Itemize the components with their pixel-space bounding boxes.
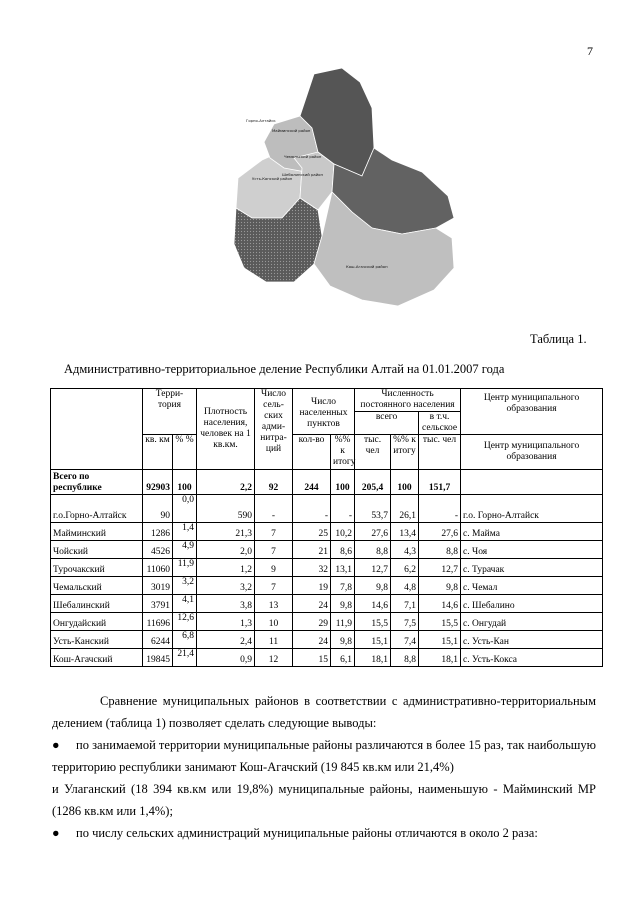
cell-pct: 21,4 [173,649,197,667]
cell-pop-pct: 7,4 [391,631,419,649]
cell-area: 11060 [143,559,173,577]
table-row [51,649,603,667]
cell-center: с. Чоя [461,541,603,559]
paragraph-1: Сравнение муниципальных районов в соответствии с административно-территориальным делением (таблица 1) позволяет сделать следующие выводы: [52,694,596,730]
cell-settl: 21 [293,541,331,559]
cell-set-pct: 13,1 [331,559,355,577]
cell-set-pct: 7,8 [331,577,355,595]
cell-density: 590 [197,495,255,523]
cell-pop: 14,6 [355,595,391,613]
bullet-1-text-b: и Улаганский (18 394 кв.км или 19,8%) муниципальные районы, наименьшую - Майминский МР (1286 кв.км или 1,4%); [52,782,596,818]
cell-pct: 1,4 [173,523,197,541]
cell-density: 0,9 [197,649,255,667]
cell-admin: 11 [255,631,293,649]
page-number: 7 [587,44,593,58]
cell-rural: 12,7 [419,559,461,577]
cell-settl: - [293,495,331,523]
cell-name: Майминский [51,523,143,541]
cell-pct: 0,0 [173,495,197,523]
total-pop-pct: 100 [391,470,419,495]
total-pct: 100 [173,470,197,495]
cell-density: 2,4 [197,631,255,649]
cell-center: с. Усть-Кокса [461,649,603,667]
cell-admin: 13 [255,595,293,613]
cell-pct: 4,9 [173,541,197,559]
cell-rural: 27,6 [419,523,461,541]
cell-name: Чемальский [51,577,143,595]
cell-area: 3791 [143,595,173,613]
header-pct-total-2: %% к итогу [391,435,419,470]
header-thousand-rural: тыс. чел [419,435,461,470]
header-count: кол-во [293,435,331,470]
header-empty [51,389,143,470]
cell-name: Турочакский [51,559,143,577]
cell-admin: 10 [255,613,293,631]
header-sqkm: кв. км [143,435,173,470]
cell-density: 3,8 [197,595,255,613]
cell-pct: 12,6 [173,613,197,631]
bullet-marker-1: ● [52,738,60,752]
header-total-pop: всего [355,412,419,435]
total-set-pct: 100 [331,470,355,495]
cell-settl: 25 [293,523,331,541]
cell-admin: 7 [255,523,293,541]
cell-name: Онгудайский [51,613,143,631]
header-admin: Число сель-ских адми-нитра-ций [255,389,293,470]
map-label-maima: Майминский район [272,128,311,133]
cell-rural: 15,5 [419,613,461,631]
cell-admin: 9 [255,559,293,577]
cell-rural: 18,1 [419,649,461,667]
table-title: Административно-территориальное деление Республики Алтай на 01.01.2007 года [64,362,505,376]
table-row [51,495,603,523]
cell-name: Шебалинский [51,595,143,613]
total-rural: 151,7 [419,470,461,495]
total-name: Всего по республике [51,470,143,495]
cell-set-pct: 10,2 [331,523,355,541]
cell-name: Кош-Агачский [51,649,143,667]
cell-center: с. Турачак [461,559,603,577]
table-row [51,541,603,559]
cell-rural: 8,8 [419,541,461,559]
total-settlements: 244 [293,470,331,495]
cell-pop: 27,6 [355,523,391,541]
cell-area: 3019 [143,577,173,595]
cell-set-pct: - [331,495,355,523]
cell-rural: 15,1 [419,631,461,649]
map-label-kosh-agach: Кош-Агачский район [346,264,388,269]
cell-admin: 7 [255,541,293,559]
cell-admin: 7 [255,577,293,595]
cell-name: Усть-Канский [51,631,143,649]
map-label-shebalino: Шебалинский район [282,172,323,177]
table-row [51,523,603,541]
cell-area: 19845 [143,649,173,667]
division-table [50,388,603,667]
map-label-gorno-altaisk: Горно-Алтайск [246,118,276,123]
total-center [461,470,603,495]
cell-set-pct: 9,8 [331,595,355,613]
cell-density: 1,3 [197,613,255,631]
cell-pop: 12,7 [355,559,391,577]
bullet-1-text-a: по занимаемой территории муниципальные районы различаются в более 15 раз, так наибольшую территорию республики занимают Кош-Агачский (19 845 кв.км или 21,4%) [52,738,596,774]
cell-center: с. Онгудай [461,613,603,631]
total-area: 92903 [143,470,173,495]
cell-pct: 4,1 [173,595,197,613]
cell-rural: 9,8 [419,577,461,595]
cell-center: с. Шебалино [461,595,603,613]
total-admin: 92 [255,470,293,495]
cell-center: с. Усть-Кан [461,631,603,649]
cell-density: 21,3 [197,523,255,541]
total-pop: 205,4 [355,470,391,495]
table-row [51,613,603,631]
map-label-chemal: Чемальский район [284,154,322,159]
table-row [51,577,603,595]
table-label: Таблица 1. [530,332,587,346]
cell-pop: 15,5 [355,613,391,631]
cell-settl: 24 [293,595,331,613]
bullet-1 [52,734,596,822]
cell-set-pct: 9,8 [331,631,355,649]
total-row [51,470,603,495]
header-density: Плотность населения, человек на 1 кв.км. [197,389,255,470]
cell-pop: 15,1 [355,631,391,649]
cell-density: 1,2 [197,559,255,577]
cell-center: г.о. Горно-Алтайск [461,495,603,523]
map-label-ust-kan: Усть-Канский район [252,176,293,181]
cell-pct: 3,2 [173,577,197,595]
cell-settl: 29 [293,613,331,631]
cell-admin: - [255,495,293,523]
cell-area: 11696 [143,613,173,631]
cell-pop-pct: 7,5 [391,613,419,631]
header-settlements: Число населенных пунктов [293,389,355,435]
cell-pct: 6,8 [173,631,197,649]
table-row [51,631,603,649]
cell-pop: 53,7 [355,495,391,523]
cell-center: с. Майма [461,523,603,541]
cell-settl: 24 [293,631,331,649]
cell-admin: 12 [255,649,293,667]
cell-area: 90 [143,495,173,523]
header-population: Численность постоянного населения [355,389,461,412]
cell-pop-pct: 6,2 [391,559,419,577]
bullet-2 [52,822,596,844]
table-row [51,559,603,577]
total-density: 2,2 [197,470,255,495]
cell-center: с. Чемал [461,577,603,595]
header-thousand: тыс. чел [355,435,391,470]
header-pct: % % [173,435,197,470]
cell-pop-pct: 4,8 [391,577,419,595]
bullet-marker-2: ● [52,826,60,840]
header-rural: в т.ч. сельское [419,412,461,435]
header-center: Центр муниципального образования [461,389,603,435]
cell-pop: 8,8 [355,541,391,559]
cell-pop-pct: 7,1 [391,595,419,613]
cell-pct: 11,9 [173,559,197,577]
cell-settl: 19 [293,577,331,595]
cell-settl: 32 [293,559,331,577]
cell-settl: 15 [293,649,331,667]
cell-rural: 14,6 [419,595,461,613]
header-center-2: Центр муниципального образования [461,435,603,470]
cell-pop-pct: 13,4 [391,523,419,541]
cell-area: 1286 [143,523,173,541]
cell-density: 2,0 [197,541,255,559]
table-row [51,595,603,613]
cell-pop-pct: 8,8 [391,649,419,667]
cell-name: г.о.Горно-Алтайск [51,495,143,523]
cell-density: 3,2 [197,577,255,595]
header-territory: Терри-тория [143,389,197,435]
cell-pop-pct: 26,1 [391,495,419,523]
cell-rural: - [419,495,461,523]
cell-area: 4526 [143,541,173,559]
cell-pop: 9,8 [355,577,391,595]
header-pct-total: %% к итогу [331,435,355,470]
region-map [222,68,466,314]
cell-pop-pct: 4,3 [391,541,419,559]
cell-set-pct: 8,6 [331,541,355,559]
cell-set-pct: 6,1 [331,649,355,667]
cell-area: 6244 [143,631,173,649]
cell-pop: 18,1 [355,649,391,667]
cell-name: Чойский [51,541,143,559]
bullet-2-text: по числу сельских администраций муниципальные районы отличаются в около 2 раза: [76,826,538,840]
cell-set-pct: 11,9 [331,613,355,631]
